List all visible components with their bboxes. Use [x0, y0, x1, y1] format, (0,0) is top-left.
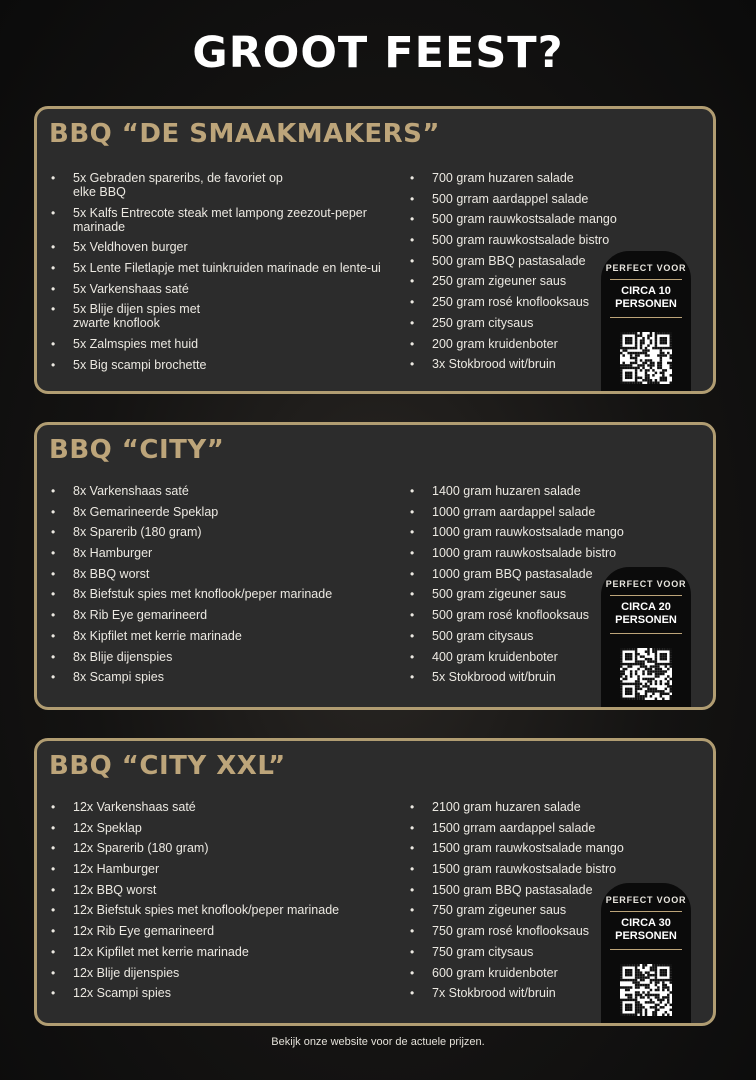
badge-label: PERFECT VOOR [605, 895, 687, 905]
badge-label: PERFECT VOOR [605, 263, 687, 273]
meat-list [51, 484, 391, 691]
badge-people-line2: PERSONEN [615, 614, 677, 626]
package-card-smaakmakers [34, 106, 716, 394]
list-item: • 8x Biefstuk spies met knoflook/peper marinade [51, 587, 391, 601]
list-item: • 8x Gemarineerde Speklap [51, 505, 391, 519]
list-item: • 5x Stokbrood wit/bruin [410, 670, 640, 684]
footer-note: Bekijk onze website voor de actuele prijzen. [271, 1036, 485, 1048]
list-item: • 700 gram huzaren salade [410, 171, 640, 185]
list-item: • 2100 gram huzaren salade [410, 800, 640, 814]
list-item: • 250 gram zigeuner saus [410, 274, 640, 288]
badge-people-line1: CIRCA 30 [621, 917, 671, 929]
list-item: • 5x Kalfs Entrecote steak met lampong zeezout-peper marinade [51, 206, 391, 234]
list-item: • 12x Speklap [51, 821, 391, 835]
qr-code-icon[interactable] [620, 648, 672, 700]
list-item: • 500 gram BBQ pastasalade [410, 254, 640, 268]
badge-people-line2: PERSONEN [615, 930, 677, 942]
badge-divider [610, 911, 682, 912]
list-item: • 7x Stokbrood wit/bruin [410, 986, 640, 1000]
list-item: • 600 gram kruidenboter [410, 966, 640, 980]
package-card-city-xxl [34, 738, 716, 1026]
list-item: • 400 gram kruidenboter [410, 650, 640, 664]
badge-divider [610, 279, 682, 280]
list-item: • 250 gram citysaus [410, 316, 640, 330]
list-item: • 750 gram citysaus [410, 945, 640, 959]
package-title: BBQ “CITY XXL” [49, 751, 286, 781]
badge-people-line2: PERSONEN [615, 298, 677, 310]
persons-badge [601, 883, 691, 1023]
list-item: • 5x Varkenshaas saté [51, 282, 391, 296]
badge-people [601, 285, 691, 311]
list-item: • 5x Gebraden spareribs, de favoriet op elke BBQ [51, 171, 391, 199]
page-title: GROOT FEEST? [192, 28, 564, 78]
badge-divider [610, 595, 682, 596]
list-item: • 8x Kipfilet met kerrie marinade [51, 629, 391, 643]
list-item: • 250 gram rosé knoflooksaus [410, 295, 640, 309]
list-item: • 750 gram zigeuner saus [410, 903, 640, 917]
list-item: • 750 gram rosé knoflooksaus [410, 924, 640, 938]
qr-code-icon[interactable] [620, 964, 672, 1016]
badge-divider [610, 949, 682, 950]
badge-divider [610, 317, 682, 318]
list-item: • 8x BBQ worst [51, 567, 391, 581]
list-item: • 1500 gram rauwkostsalade bistro [410, 862, 640, 876]
list-item: • 1000 gram BBQ pastasalade [410, 567, 640, 581]
list-item: • 500 grram aardappel salade [410, 192, 640, 206]
list-item: • 12x Biefstuk spies met knoflook/peper marinade [51, 903, 391, 917]
list-item: • 5x Big scampi brochette [51, 358, 391, 372]
list-item: • 200 gram kruidenboter [410, 337, 640, 351]
list-item: • 12x Varkenshaas saté [51, 800, 391, 814]
badge-people-line1: CIRCA 10 [621, 285, 671, 297]
package-title: BBQ “CITY” [49, 435, 225, 465]
qr-code-icon[interactable] [620, 332, 672, 384]
list-item: • 12x Sparerib (180 gram) [51, 841, 391, 855]
list-item: • 3x Stokbrood wit/bruin [410, 357, 640, 371]
badge-label: PERFECT VOOR [605, 579, 687, 589]
badge-people [601, 917, 691, 943]
list-item: • 5x Zalmspies met huid [51, 337, 391, 351]
list-item: • 12x Blije dijenspies [51, 966, 391, 980]
meat-list [51, 171, 391, 379]
list-item: • 8x Rib Eye gemarineerd [51, 608, 391, 622]
persons-badge [601, 251, 691, 391]
list-item: • 1000 grram aardappel salade [410, 505, 640, 519]
package-card-city [34, 422, 716, 710]
list-item: • 500 gram rauwkostsalade bistro [410, 233, 640, 247]
list-item: • 500 gram citysaus [410, 629, 640, 643]
list-item: • 1500 gram BBQ pastasalade [410, 883, 640, 897]
list-item: • 500 gram zigeuner saus [410, 587, 640, 601]
list-item: • 12x Scampi spies [51, 986, 391, 1000]
list-item: • 5x Veldhoven burger [51, 240, 391, 254]
list-item: • 5x Blije dijen spies met zwarte knoflook [51, 302, 391, 330]
badge-people-line1: CIRCA 20 [621, 601, 671, 613]
meat-list [51, 800, 391, 1007]
list-item: • 1500 gram rauwkostsalade mango [410, 841, 640, 855]
list-item: • 500 gram rosé knoflooksaus [410, 608, 640, 622]
list-item: • 12x Kipfilet met kerrie marinade [51, 945, 391, 959]
list-item: • 8x Hamburger [51, 546, 391, 560]
list-item: • 500 gram rauwkostsalade mango [410, 212, 640, 226]
badge-divider [610, 633, 682, 634]
persons-badge [601, 567, 691, 707]
list-item: • 12x Rib Eye gemarineerd [51, 924, 391, 938]
list-item: • 12x BBQ worst [51, 883, 391, 897]
package-title: BBQ “DE SMAAKMAKERS” [49, 119, 440, 149]
list-item: • 8x Scampi spies [51, 670, 391, 684]
list-item: • 8x Blije dijenspies [51, 650, 391, 664]
badge-people [601, 601, 691, 627]
list-item: • 1500 grram aardappel salade [410, 821, 640, 835]
list-item: • 1000 gram rauwkostsalade mango [410, 525, 640, 539]
list-item: • 1400 gram huzaren salade [410, 484, 640, 498]
list-item: • 5x Lente Filetlapje met tuinkruiden marinade en lente-ui [51, 261, 391, 275]
list-item: • 1000 gram rauwkostsalade bistro [410, 546, 640, 560]
list-item: • 12x Hamburger [51, 862, 391, 876]
list-item: • 8x Sparerib (180 gram) [51, 525, 391, 539]
list-item: • 8x Varkenshaas saté [51, 484, 391, 498]
